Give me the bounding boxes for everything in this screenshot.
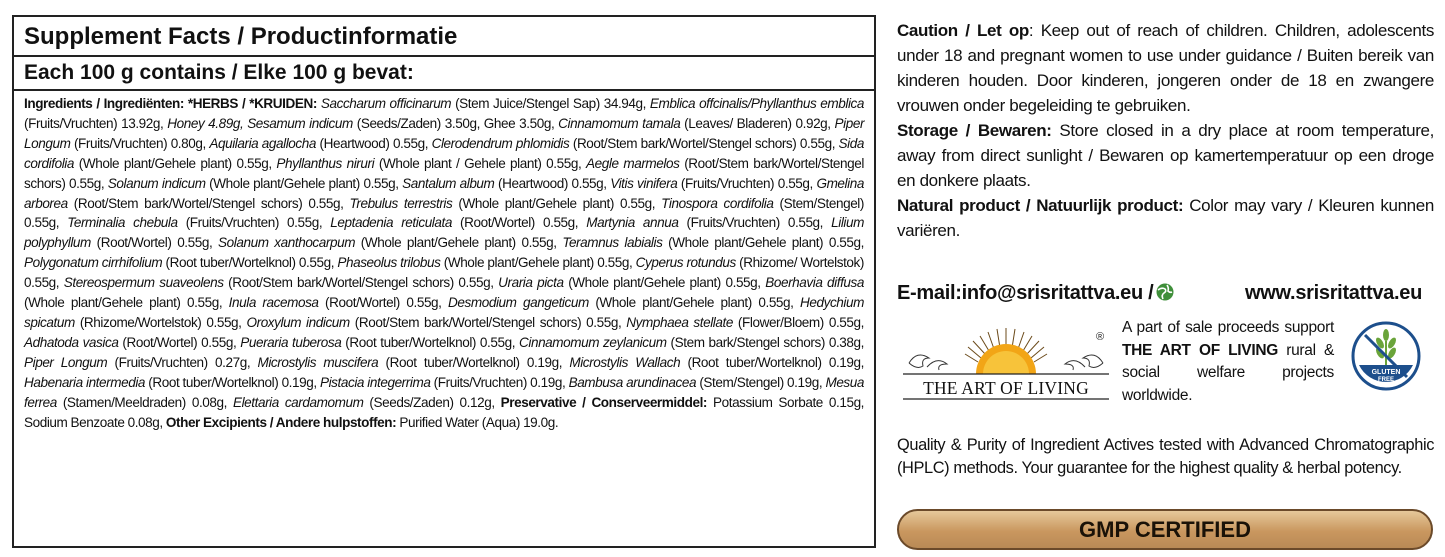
ingredient-amount: 0.55g, — [298, 255, 338, 271]
ingredient-amount: 3.50g, — [519, 115, 559, 131]
ingredient-amount: 0.55g, — [458, 275, 499, 291]
ingredient-name: Solanum xanthocarpum — [218, 235, 356, 251]
ingredient-part: (Root/Stem bark/Wortel/Stengel schors) — [349, 314, 587, 330]
ingredient-name: Cinnamomum tamala — [558, 115, 681, 131]
aol-support-text — [1122, 317, 1334, 407]
natural-text: Color may vary / Kleuren kunnen variëren. — [897, 196, 1434, 240]
ingredient-amount: 0.55g, — [787, 215, 832, 231]
ingredient-name: Mesua ferrea — [24, 374, 865, 410]
ingredient-part: (Root/Stem bark/Wortel/Stengel schors) — [24, 155, 864, 191]
ingredient-name: Honey 4.89g, Sesamum indicum — [167, 115, 353, 131]
ingredient-amount: 0.55g, — [201, 334, 241, 350]
ingredient-part: (Root tuber/Wortelknol) — [341, 334, 480, 350]
website-link[interactable]: www.srisritattva.eu — [1245, 282, 1422, 304]
ingredient-part: (Stem Juice/Stengel Sap) — [451, 96, 604, 111]
ingredient-name: Hedychium spicatum — [24, 295, 864, 330]
aol-text-part2: rural & social welfare projects worldwide. — [1122, 341, 1334, 404]
gluten-free-badge — [1351, 321, 1421, 391]
ingredient-name: Cinnamomum zeylanicum — [519, 334, 667, 350]
natural-paragraph — [897, 193, 1434, 243]
ingredient-part: (Whole plant/Gehele plant) — [355, 235, 522, 251]
ingredient-name: Phyllanthus niruri — [276, 155, 375, 171]
gluten-line2: FREE — [1377, 377, 1395, 383]
ingredient-amount: 0.55g, — [24, 275, 64, 291]
ingredient-amount: 0.19g, — [281, 374, 320, 390]
ingredient-part: (Stem/Stengel) — [696, 374, 788, 390]
ingredient-part: (Fruits/Vruchten) — [177, 215, 288, 231]
ingredient-part: (Root/Stem bark/Wortel/Stengel schors) — [223, 275, 459, 291]
ingredient-part: (Root tuber/Wortelknol) — [680, 354, 829, 370]
ingredient-amount: 0.55g, — [479, 334, 519, 350]
ingredient-amount: 13.92g, — [121, 115, 168, 131]
caution-paragraph — [897, 18, 1434, 118]
ingredient-name: Leptadenia reticulata — [330, 215, 452, 231]
ingredient-part: (Whole plant/Gehele plant) — [205, 175, 364, 191]
ingredient-part: (Seeds/Zaden) — [352, 115, 445, 131]
ingredient-amount: 0.55g, — [619, 195, 662, 211]
ingredient-part: (Stamen/Meeldraden) — [56, 394, 192, 410]
excipients-text: Purified Water (Aqua) 19.0g. — [396, 414, 559, 430]
ingredient-amount: 0.55g, — [236, 155, 277, 171]
ingredient-amount: 0.55g, — [586, 314, 627, 330]
contact-row — [897, 279, 1434, 309]
ingredient-name: Piper Longum — [24, 115, 865, 151]
ingredient-name: Piper Longum — [24, 354, 108, 370]
ingredient-part: (Whole plant/Gehele plant) — [563, 275, 726, 291]
ingredient-name: Habenaria intermedia — [24, 374, 146, 390]
ingredient-part: (Fruits/Vruchten) — [677, 175, 778, 191]
ingredient-part: (Root/Stem bark/Wortel/Stengel schors) — [67, 195, 309, 211]
facts-subtitle: Each 100 g contains / Elke 100 g bevat: — [14, 57, 874, 91]
ingredient-amount: 34.94g, — [603, 96, 650, 111]
ingredient-name: Aegle marmelos — [586, 155, 680, 171]
ingredient-items — [24, 96, 864, 410]
ingredient-amount: 0.38g, — [828, 334, 864, 350]
ingredient-amount: 0.55g, — [546, 155, 587, 171]
ingredient-part: (Leaves/ Bladeren) — [680, 115, 796, 131]
ingredient-amount: 0.27g, — [215, 354, 258, 370]
globe-icon — [1155, 282, 1175, 302]
storage-label: Storage / Bewaren: — [897, 121, 1052, 140]
ingredient-name: Emblica offcinalis/Phyllanthus emblica — [649, 96, 865, 111]
ingredient-amount: 0.55g, — [187, 295, 229, 311]
ingredient-name: Gmelina arborea — [24, 175, 864, 211]
ingredient-amount: 0.55g, — [828, 235, 864, 251]
ingredient-part: (Root tuber/Wortelknol) — [378, 354, 527, 370]
ingredient-name: Pueraria tuberosa — [240, 334, 342, 350]
ingredient-part: (Root tuber/Wortelknol) — [162, 255, 299, 271]
ingredient-amount: 0.92g, — [795, 115, 835, 131]
ingredient-part: (Rhizome/Wortelstok) — [74, 314, 207, 330]
ingredient-part: (Whole plant/Gehele plant) — [588, 295, 759, 311]
ingredient-part: (Seeds/Zaden) — [363, 394, 460, 410]
gluten-line1: GLUTEN — [1371, 369, 1401, 376]
excipients-label: Other Excipients / Andere hulpstoffen: — [165, 414, 397, 430]
preservative-label: Preservative / Conserveermiddel: — [500, 394, 708, 410]
ingredient-amount: 0.55g, — [571, 175, 611, 191]
ingredient-part: (Flower/Bloem) — [732, 314, 829, 330]
ingredient-amount: 0.19g, — [526, 354, 570, 370]
ingredient-amount: 0.55g, — [597, 255, 636, 271]
ingredient-amount: 0.19g, — [787, 374, 826, 390]
ingredient-name: Clerodendrum phlomidis — [431, 135, 570, 151]
ingredient-amount: 0.55g, — [799, 135, 839, 151]
email-link[interactable]: E-mail:info@srisritattva.eu / — [897, 282, 1154, 304]
ingredient-name: Bambusa arundinacea — [568, 374, 697, 390]
ingredient-part: (Root/Stem bark/Wortel/Stengel schors) — [569, 135, 800, 151]
caution-label: Caution / Let op — [897, 21, 1029, 40]
ingredient-name: Oroxylum indicum — [246, 314, 350, 330]
ingredient-name: Inula racemosa — [228, 295, 319, 311]
ingredient-name: Martynia annua — [586, 215, 679, 231]
ingredient-part: (Whole plant/Gehele plant) — [662, 235, 829, 251]
ingredient-part: (Root/Wortel) — [318, 295, 407, 311]
ingredient-part: (Whole plant/Gehele plant) — [74, 155, 237, 171]
ingredient-part: (Fruits/Vruchten) — [678, 215, 788, 231]
ingredient-name: Lilium polyphyllum — [24, 215, 864, 251]
natural-label: Natural product / Natuurlijk product: — [897, 196, 1184, 215]
ingredient-amount: 0.55g, — [542, 215, 587, 231]
ingredient-amount: 0.12g, — [459, 394, 501, 410]
supplement-facts-box — [12, 15, 876, 548]
ingredient-name: Trebulus terrestris — [349, 195, 453, 211]
ingredient-name: Sida cordifolia — [24, 135, 864, 171]
ingredient-name: Santalum album — [402, 175, 495, 191]
ingredient-part: (Whole plant/Gehele plant) — [24, 295, 188, 311]
ingredient-amount: 0.55g, — [828, 314, 864, 330]
ingredient-name: Vitis vinifera — [610, 175, 678, 191]
ingredient-amount: 0.19g, — [828, 354, 864, 370]
ingredient-name: Tinospora cordifolia — [661, 195, 774, 211]
ingredient-amount: 3.50g, — [444, 115, 484, 131]
ingredient-name: Aquilaria agallocha — [209, 135, 316, 151]
ingredient-part: (Fruits/Vruchten) — [70, 135, 171, 151]
quality-statement: Quality & Purity of Ingredient Actives tested with Advanced Chromatographic (HPLC) methods. Your guarantee for the highest quality & herbal potency. — [897, 436, 1434, 477]
ingredient-name: Cyperus rotundus — [635, 255, 736, 271]
ingredient-amount: 0.80g, — [170, 135, 210, 151]
ingredient-name: Desmodium gangeticum — [448, 295, 589, 311]
ingredient-name: Stereospermum suaveolens — [63, 275, 224, 291]
right-column — [897, 18, 1434, 243]
ingredient-part: (Whole plant/Gehele plant) — [440, 255, 598, 271]
ingredient-name: Pistacia integerrima — [319, 374, 431, 390]
ingredient-part: (Fruits/Vruchten) — [107, 354, 216, 370]
ingredient-part: (Root/Wortel) — [118, 334, 202, 350]
ingredient-name: Elettaria cardamomum — [232, 394, 364, 410]
ingredient-name: Saccharum officinarum — [320, 96, 452, 111]
ingredient-amount: 0.55g, — [308, 195, 350, 211]
ingredient-amount: 0.55g, — [24, 215, 68, 231]
ingredient-name: Nymphaea stellate — [626, 314, 733, 330]
ingredient-part: (Root/Wortel) — [451, 215, 543, 231]
preservative-text: Potassium Sorbate 0.15g, Sodium Benzoate 0.08g, — [24, 394, 865, 430]
ingredient-part: (Root tuber/Wortelknol) — [145, 374, 282, 390]
registered-mark: ® — [1096, 331, 1105, 343]
ingredient-part: (Fruits/Vruchten) — [430, 374, 531, 390]
ingredient-name: Polygonatum cirrhifolium — [24, 255, 163, 271]
facts-title: Supplement Facts / Productinformatie — [14, 17, 874, 57]
ingredient-name: Uraria picta — [498, 275, 564, 291]
ingredient-amount: 0.55g, — [363, 175, 403, 191]
ingredient-part: (Whole plant / Gehele plant) — [374, 155, 547, 171]
ingredient-amount: 0.55g, — [521, 235, 563, 251]
ingredient-name: Boerhavia diffusa — [765, 275, 864, 291]
ingredient-amount: 0.08g, — [191, 394, 233, 410]
ingredient-amount: 0.55g, — [758, 295, 800, 311]
caution-text: : Keep out of reach of children. Children, adolescents under 18 and pregnant women to use under guidance / Buiten bereik van kinderen houden. Door kinderen, jongeren onder de 18 en zwangere vrouwen onder begeleiding te gebruiken. — [897, 21, 1434, 115]
ingredient-name: Phaseolus trilobus — [337, 255, 441, 271]
ingredient-name: Terminalia chebula — [67, 215, 178, 231]
ingredient-name: Adhatoda vasica — [24, 334, 119, 350]
ingredient-amount: 0.19g, — [530, 374, 569, 390]
aol-text-bold: THE ART OF LIVING — [1122, 341, 1278, 359]
ingredient-name: Teramnus labialis — [562, 235, 663, 251]
storage-text: Store closed in a dry place at room temperature, away from direct sunlight / Bewaren op kamertemperatuur op een droge en donkere plaats. — [897, 121, 1434, 190]
aol-text-part1: A part of sale proceeds support — [1122, 319, 1334, 336]
ingredient-part: (Stem bark/Stengel schors) — [666, 334, 829, 350]
ingredient-amount: 0.55g, — [777, 175, 817, 191]
ingredient-part: (Stem/Stengel) — [773, 195, 864, 211]
ingredients-list — [14, 91, 874, 432]
art-of-living-logo — [897, 318, 1115, 408]
ingredient-amount: 0.55g, — [392, 135, 432, 151]
ingredient-part: (Rhizome/ Wortelstok) — [735, 255, 864, 271]
ingredients-label: Ingredients / Ingrediënten: *HERBS / *KRUIDEN: — [24, 96, 317, 111]
ingredient-part: (Fruits/Vruchten) — [24, 115, 122, 131]
ingredient-part: Ghee — [483, 115, 520, 131]
ingredient-amount: 0.55g, — [69, 175, 108, 191]
ingredient-amount: 0.55g, — [206, 314, 247, 330]
ingredient-name: Microstylis Wallach — [569, 354, 681, 370]
ingredient-amount: 0.55g, — [406, 295, 449, 311]
ingredient-part: (Heartwood) — [316, 135, 393, 151]
ingredient-name: Microstylis muscifera — [257, 354, 379, 370]
ingredient-part: (Whole plant/Gehele plant) — [452, 195, 620, 211]
ingredient-amount: 0.55g, — [287, 215, 331, 231]
ingredient-part: (Heartwood) — [494, 175, 572, 191]
ingredient-name: Solanum indicum — [107, 175, 206, 191]
ingredient-amount: 0.55g, — [177, 235, 219, 251]
aol-logo-text: THE ART OF LIVING — [923, 378, 1089, 398]
gmp-certified-banner: GMP CERTIFIED — [897, 509, 1433, 550]
ingredient-amount: 0.55g, — [725, 275, 766, 291]
ingredient-part: (Root/Wortel) — [90, 235, 178, 251]
storage-paragraph — [897, 118, 1434, 193]
